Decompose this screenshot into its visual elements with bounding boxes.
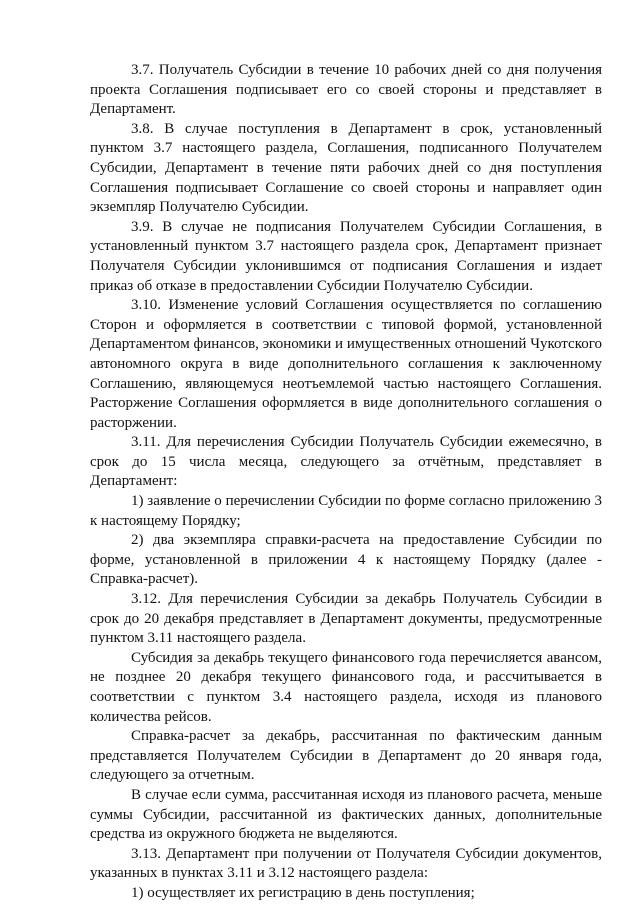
paragraph-3-9: 3.9. В случае не подписания Получателем Субсидии Соглашения, в установленный пунктом 3.7 настоящего раздела срок, Департамент признает Получателя Субсидии уклонившимся от подписания Соглашения и издает приказ об отказе в предоставлении Субсидии Получателю Субсидии. — [90, 218, 602, 294]
paragraph-3-10: 3.10. Изменение условий Соглашения осуществляется по соглашению Сторон и оформляется в соответствии с типовой формой, установленной Департаментом финансов, экономики и имущественных отношений Чукотского автономного округа в виде дополнительного соглашения к заключенному Соглашению, являющемуся неотъемлемой частью настоящего Соглашения. Расторжение Соглашения оформляется в виде дополнительного соглашения о расторжении. — [90, 297, 602, 431]
paragraph-3-13: 3.13. Департамент при получении от Получателя Субсидии документов, указанных в пунктах 3.11 и 3.12 настоящего раздела: — [90, 845, 602, 882]
paragraph-3-12: 3.12. Для перечисления Субсидии за декабрь Получатель Субсидии в срок до 20 декабря представляет в Департамент документы, предусмотренные пунктом 3.11 настоящего раздела. — [90, 591, 602, 647]
paragraph-shortfall: В случае если сумма, рассчитанная исходя из планового расчета, меньше суммы Субсидии, рассчитанной из фактических данных, дополнительные средства из окружного бюджета не выделяются. — [90, 786, 602, 843]
document-page — [90, 61, 602, 904]
list-item-3-11-2: 2) два экземпляра справки-расчета на предоставление Субсидии по форме, установленной в приложении 4 к настоящему Порядку (далее - Справка-расчет). — [90, 532, 602, 588]
list-item-3-13-1: 1) осуществляет их регистрацию в день поступления; — [131, 884, 475, 901]
paragraph-3-11: 3.11. Для перечисления Субсидии Получатель Субсидии ежемесячно, в срок до 15 числа месяца, следующего за отчётным, представляет в Департамент: — [90, 434, 602, 490]
paragraph-3-8: 3.8. В случае поступления в Департамент в срок, установленный пунктом 3.7 настоящего раздела, Соглашения, подписанного Получателем Субсидии, Департамент в течение пяти рабочих дней со дня поступления Соглашения подписывает Соглашение со своей стороны и направляет один экземпляр Получателю Субсидии. — [90, 120, 602, 216]
paragraph-3-7: 3.7. Получатель Субсидии в течение 10 рабочих дней со дня получения проекта Соглашения подписывает его со своей стороны и представляет в Департамент. — [90, 62, 602, 118]
paragraph-december-advance: Субсидия за декабрь текущего финансового года перечисляется авансом, не позднее 20 декабря текущего финансового года, и рассчитывается в соответствии с пунктом 3.4 настоящего раздела, исходя из планового количества рейсов. — [90, 649, 602, 725]
list-item-3-11-1: 1) заявление о перечислении Субсидии по форме согласно приложению 3 к настоящему Порядку; — [90, 493, 602, 529]
paragraph-december-calculation: Справка-расчет за декабрь, рассчитанная по фактическим данным представляется Получателем Субсидии в Департамент до 20 января года, следующего за отчетным. — [90, 728, 602, 784]
